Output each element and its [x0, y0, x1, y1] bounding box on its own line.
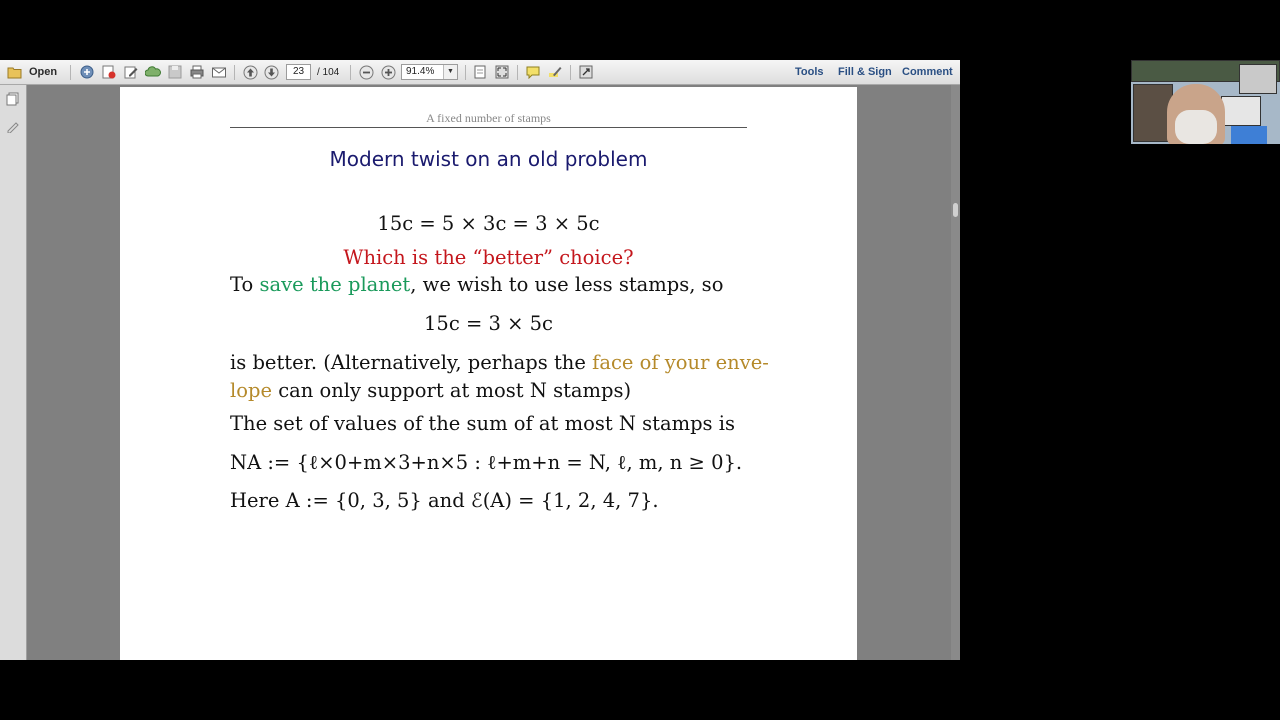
scrollbar-thumb[interactable] — [953, 203, 958, 217]
cloud-upload-icon[interactable] — [144, 64, 162, 80]
text-segment: can only support at most N stamps) — [272, 379, 632, 402]
webcam-video — [1131, 60, 1280, 144]
slide-title: Modern twist on an old problem — [329, 147, 648, 171]
video-background-panel — [1221, 96, 1261, 126]
presenter-beard — [1175, 110, 1217, 144]
lope-text: lope — [230, 379, 272, 402]
equation-2: 15c = 3 × 5c — [424, 312, 553, 335]
pdf-page — [120, 87, 857, 660]
chevron-down-icon[interactable]: ▼ — [443, 65, 457, 79]
text-line-save-planet — [230, 273, 723, 296]
equation-na: NA := {ℓ×0+m×3+n×5 : ℓ+m+n = N, ℓ, m, n ≥ 0}. — [230, 451, 743, 474]
toolbar-divider — [234, 65, 235, 80]
edit-icon[interactable] — [122, 64, 140, 80]
text-segment: , we wish to use less stamps, so — [410, 273, 724, 296]
toolbar — [0, 60, 960, 85]
zoom-out-icon[interactable] — [357, 64, 375, 80]
expand-icon[interactable] — [578, 64, 594, 80]
save-icon[interactable] — [166, 64, 184, 80]
zoom-select[interactable] — [401, 64, 458, 80]
toolbar-divider — [350, 65, 351, 80]
zoom-value: 91.4% — [406, 66, 435, 77]
vertical-scrollbar[interactable] — [951, 85, 960, 660]
folder-icon[interactable] — [6, 64, 24, 80]
sticky-note-icon[interactable] — [524, 64, 542, 80]
zoom-in-icon[interactable] — [379, 64, 397, 80]
toolbar-divider — [465, 65, 466, 80]
text-line-set-of-values: The set of values of the sum of at most N stamps is — [230, 412, 736, 435]
face-of-envelope-text: face of your enve- — [592, 351, 769, 374]
text-segment: is better. (Alternatively, perhaps the — [230, 351, 593, 374]
header-rule — [230, 127, 747, 128]
equation-1: 15c = 5 × 3c = 3 × 5c — [377, 212, 600, 235]
text-line-is-better — [230, 351, 769, 374]
toolbar-divider — [70, 65, 71, 80]
combine-files-icon[interactable] — [100, 64, 118, 80]
email-icon[interactable] — [210, 64, 228, 80]
video-background-panel — [1239, 64, 1277, 94]
navigation-sidebar — [0, 85, 27, 660]
save-the-planet-text: save the planet — [259, 273, 411, 296]
open-button[interactable]: Open — [29, 66, 58, 78]
question-text: Which is the “better” choice? — [343, 246, 634, 269]
pages-panel-icon[interactable] — [6, 92, 20, 111]
text-line-here-a: Here A := {0, 3, 5} and ℰ(A) = {1, 2, 4, 7}. — [230, 489, 659, 512]
video-background-panel — [1231, 126, 1267, 144]
previous-page-icon[interactable] — [241, 64, 259, 80]
page-total: / 104 — [317, 66, 340, 78]
fit-page-icon[interactable] — [472, 64, 488, 80]
pdf-viewer-window — [0, 60, 960, 660]
highlight-icon[interactable] — [546, 64, 564, 80]
text-segment: To — [230, 273, 260, 296]
page-number-input[interactable]: 23 — [286, 64, 311, 80]
full-screen-icon[interactable] — [494, 64, 510, 80]
fill-sign-button[interactable]: Fill & Sign — [838, 66, 892, 78]
next-page-icon[interactable] — [262, 64, 280, 80]
tools-button[interactable]: Tools — [795, 66, 824, 78]
print-icon[interactable] — [188, 64, 206, 80]
toolbar-divider — [570, 65, 571, 80]
create-pdf-icon[interactable] — [78, 64, 96, 80]
toolbar-divider — [517, 65, 518, 80]
text-line-envelope — [230, 379, 631, 402]
comment-button[interactable]: Comment — [902, 66, 953, 78]
running-head: A fixed number of stamps — [426, 111, 551, 125]
signature-panel-icon[interactable] — [6, 119, 20, 138]
